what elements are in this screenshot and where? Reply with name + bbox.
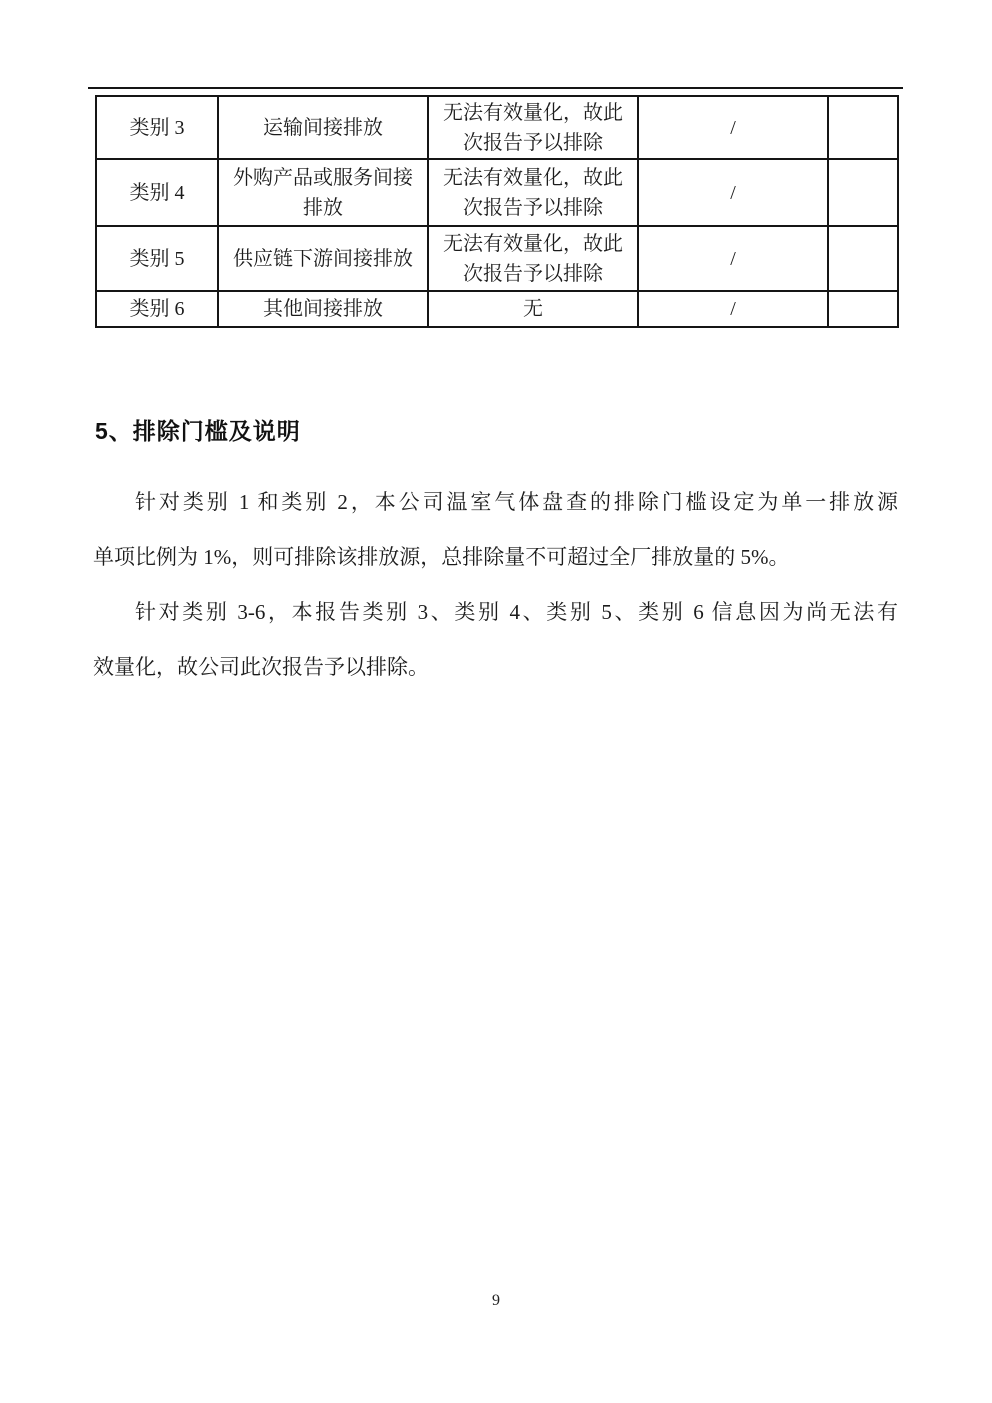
category-cell	[96, 96, 218, 159]
emissions-category-table	[95, 95, 899, 328]
category-cell	[96, 159, 218, 226]
cell-line: 类别 3	[129, 116, 185, 139]
note-cell	[828, 159, 898, 226]
note-cell	[828, 226, 898, 291]
paragraph-line: 针对类别 1 和类别 2，本公司温室气体盘查的排除门槛设定为单一排放源	[135, 490, 898, 514]
quantification-note-cell	[428, 291, 638, 327]
cell-line: 类别 5	[129, 247, 185, 270]
cell-line: 无	[523, 298, 543, 320]
note-cell	[828, 96, 898, 159]
table-row	[96, 291, 898, 327]
description-cell	[218, 159, 428, 226]
value-cell	[638, 226, 828, 291]
value-cell	[638, 96, 828, 159]
note-cell	[828, 291, 898, 327]
category-cell	[96, 291, 218, 327]
cell-line: 排放	[303, 196, 343, 219]
page-number: 9	[492, 1292, 500, 1309]
cell-line: 类别 4	[129, 181, 185, 204]
paragraph-line: 单项比例为 1%，则可排除该排放源，总排除量不可超过全厂排放量的 5%。	[93, 545, 790, 569]
quantification-note-cell	[428, 96, 638, 159]
cell-line: 外购产品或服务间接	[233, 166, 413, 189]
cell-line: 次报告予以排除	[463, 262, 603, 285]
cell-line: /	[730, 181, 736, 204]
cell-line: 运输间接排放	[263, 116, 383, 139]
cell-line: 次报告予以排除	[463, 131, 603, 154]
body-text-block	[93, 475, 898, 695]
cell-line: 类别 6	[129, 298, 185, 320]
cell-line: 供应链下游间接排放	[233, 247, 413, 270]
value-cell	[638, 291, 828, 327]
paragraph-line: 效量化，故公司此次报告予以排除。	[93, 655, 429, 679]
section-heading: 5、排除门槛及说明	[95, 418, 301, 444]
table-row	[96, 226, 898, 291]
quantification-note-cell	[428, 226, 638, 291]
cell-line: /	[730, 247, 736, 270]
table-row	[96, 96, 898, 159]
quantification-note-cell	[428, 159, 638, 226]
cell-line: 无法有效量化，故此	[443, 232, 623, 255]
cell-line: /	[730, 116, 736, 139]
cell-line: 其他间接排放	[263, 298, 383, 320]
cell-line: 无法有效量化，故此	[443, 166, 623, 189]
cell-line: 次报告予以排除	[463, 196, 603, 219]
value-cell	[638, 159, 828, 226]
description-cell	[218, 96, 428, 159]
table-row	[96, 159, 898, 226]
description-cell	[218, 291, 428, 327]
cell-line: 无法有效量化，故此	[443, 101, 623, 124]
table-continuation-rule	[88, 87, 903, 89]
category-cell	[96, 226, 218, 291]
paragraph-line: 针对类别 3-6，本报告类别 3、类别 4、类别 5、类别 6 信息因为尚无法有	[135, 600, 898, 624]
description-cell	[218, 226, 428, 291]
cell-line: /	[730, 298, 736, 320]
